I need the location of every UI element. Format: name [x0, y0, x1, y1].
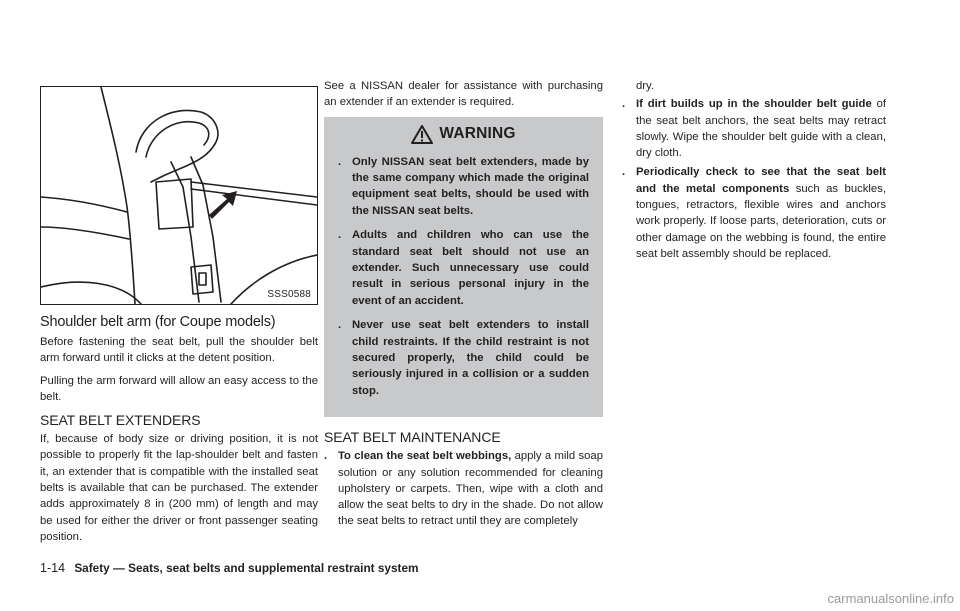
- warning-item: . Adults and children who can use the standard seat belt should not use an extender. Such unnecessary use could result in serious personal injury in the event of an accident.: [338, 229, 589, 307]
- bullet: .: [338, 319, 342, 332]
- page-footer: [40, 561, 419, 575]
- shoulder-belt-arm-heading: Shoulder belt arm (for Coupe models): [40, 314, 276, 330]
- bullet: .: [324, 450, 328, 463]
- warning-item: . Never use seat belt extenders to install child restraints. If the child restraint is not secured properly, the child could be seriously injured in a collision or a sudden stop.: [338, 319, 589, 397]
- continued-text: dry.: [636, 80, 654, 92]
- bullet: .: [338, 229, 342, 242]
- watermark: carmanualsonline.info: [827, 591, 954, 606]
- maintenance-list: [324, 448, 603, 529]
- maintenance-list-continued: [622, 96, 886, 262]
- warning-list: [338, 154, 589, 400]
- seat-belt-drawing: [41, 87, 317, 304]
- bullet: .: [622, 166, 626, 179]
- paragraph: If, because of body size or driving position, it is not possible to properly fit the lap-shoulder belt and fasten it, an extender that is compatible with the installed seat belts is available that can be purchased. The extender adds approximately 8 in (200 mm) of length and may be used for either the driver or front passenger seating position.: [40, 433, 318, 543]
- warning-title: WARNING: [439, 125, 516, 143]
- seat-belt-maintenance-heading: SEAT BELT MAINTENANCE: [324, 429, 501, 446]
- maintenance-item: . If dirt builds up in the shoulder belt guide of the seat belt anchors, the seat belts may retract slowly. Wipe the shoulder belt guide with a clean, dry cloth.: [622, 98, 886, 160]
- left-column: [40, 86, 318, 551]
- warning-triangle-icon: [411, 125, 433, 144]
- maintenance-item: . Periodically check to see that the seat belt and the metal components such as buckles, tongues, retractors, flexible wires and anchors work properly. If loose parts, deterioration, cuts or other damage on the webbing is found, the entire seat belt assembly should be replaced.: [622, 166, 886, 260]
- bullet: .: [622, 98, 626, 111]
- middle-column: [324, 78, 603, 533]
- bullet: .: [338, 155, 342, 168]
- paragraph: Before fastening the seat belt, pull the shoulder belt arm forward until it clicks at the detent position.: [40, 336, 318, 365]
- paragraph: See a NISSAN dealer for assistance with purchasing an extender if an extender is required.: [324, 80, 603, 109]
- figure-code: SSS0588: [267, 289, 311, 300]
- warning-box: [324, 117, 603, 418]
- warning-item: . Only NISSAN seat belt extenders, made by the same company which made the original equipment seat belts, should be used with the NISSAN seat belts.: [338, 155, 589, 217]
- maintenance-item: . To clean the seat belt webbings, apply a mild soap solution or any solution recommended for cleaning upholstery or carpets. Then, wipe with a cloth and allow the seat belts to dry in the shade. Do not allow the seat belts to retract until they are completely: [324, 450, 603, 528]
- right-column: [622, 78, 886, 265]
- shoulder-belt-illustration: [40, 86, 318, 305]
- paragraph: Pulling the arm forward will allow an easy access to the belt.: [40, 374, 318, 403]
- seat-belt-extenders-heading: SEAT BELT EXTENDERS: [40, 412, 201, 429]
- warning-header: [338, 117, 589, 154]
- page-number: 1-14: [40, 561, 66, 575]
- chapter-title: Safety — Seats, seat belts and supplemental restraint system: [74, 561, 419, 575]
